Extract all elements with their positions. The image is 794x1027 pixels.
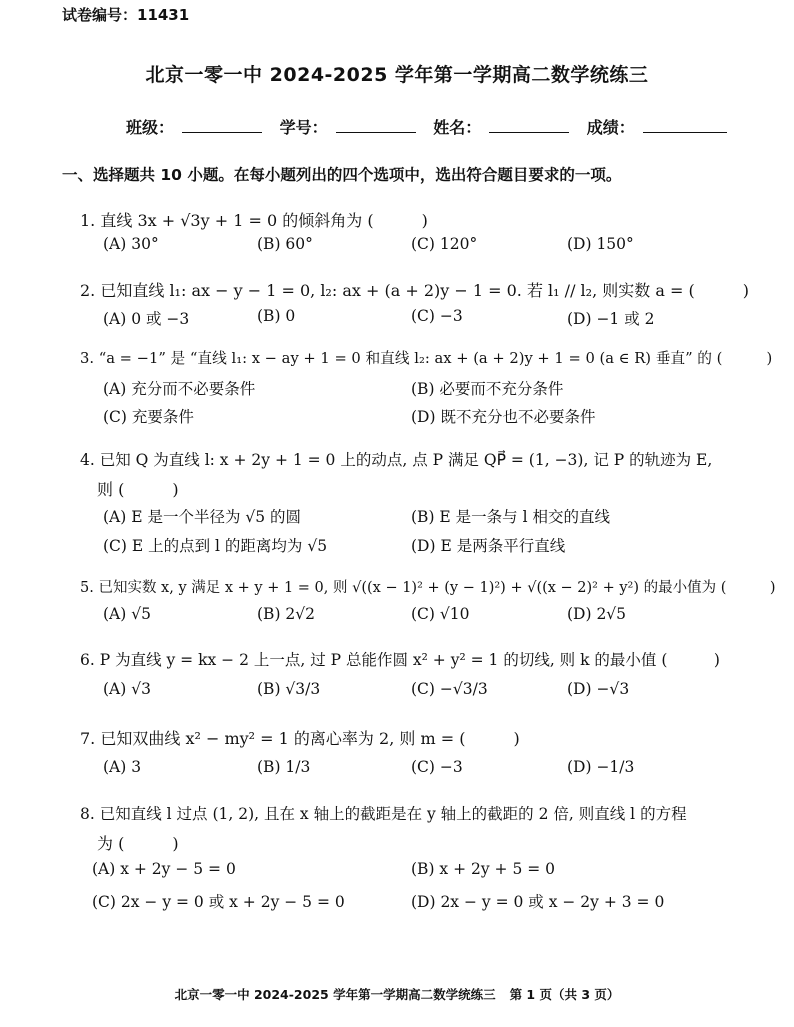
question-3-stem: 3. “a = −1” 是 “直线 l₁: x − ay + 1 = 0 和直线 l₂: ax + (a + 2)y + 1 = 0 (a ∈ R) 垂直” 的 ( ): [80, 350, 773, 367]
question-2-option-c[interactable]: (C) −3: [411, 307, 463, 325]
question-3-option-d[interactable]: (D) 既不充分也不必要条件: [411, 408, 596, 426]
question-5-stem: 5. 已知实数 x, y 满足 x + y + 1 = 0, 则 √((x − 1)² + (y − 1)²) + √((x − 2)² + y²) 的最小值为 ( ): [80, 580, 776, 596]
footer-title: 北京一零一中 2024-2025 学年第一学期高二数学统练三: [174, 987, 496, 1002]
question-1-option-c[interactable]: (C) 120°: [411, 235, 478, 253]
question-6-option-a[interactable]: (A) √3: [103, 680, 151, 698]
question-4-option-c[interactable]: (C) E 上的点到 l 的距离均为 √5: [103, 537, 328, 555]
question-4-stem: 4. 已知 Q 为直线 l: x + 2y + 1 = 0 上的动点, 点 P 满足 QP⃗ = (1, −3), 记 P 的轨迹为 E,: [80, 451, 713, 469]
question-5-option-d[interactable]: (D) 2√5: [567, 605, 627, 623]
name-blank[interactable]: [489, 131, 569, 133]
question-8-stem: 8. 已知直线 l 过点 (1, 2), 且在 x 轴上的截距是在 y 轴上的截距的 2 倍, 则直线 l 的方程: [80, 805, 687, 823]
score-label: 成绩：: [586, 118, 635, 137]
student-id-label: 学号：: [279, 118, 328, 137]
student-info-fields: [126, 115, 727, 138]
question-8-option-d[interactable]: (D) 2x − y = 0 或 x − 2y + 3 = 0: [411, 893, 665, 911]
question-2-option-d[interactable]: (D) −1 或 2: [567, 310, 655, 328]
question-8-option-b[interactable]: (B) x + 2y + 5 = 0: [411, 860, 556, 878]
question-7-option-b[interactable]: (B) 1/3: [257, 758, 311, 776]
question-6-option-b[interactable]: (B) √3/3: [257, 680, 321, 698]
paper-code: 试卷编号：11431: [62, 6, 190, 24]
question-6-option-d[interactable]: (D) −√3: [567, 680, 630, 698]
question-8-stem-cont: 为 ( ): [97, 834, 179, 853]
section-heading: 一、选择题共 10 小题。在每小题列出的四个选项中，选出符合题目要求的一项。: [62, 166, 622, 184]
question-5-option-c[interactable]: (C) √10: [411, 605, 470, 623]
question-2-option-a[interactable]: (A) 0 或 −3: [103, 310, 190, 328]
question-8-option-a[interactable]: (A) x + 2y − 5 = 0: [92, 860, 236, 878]
page-footer: [0, 985, 794, 1003]
question-1-option-a[interactable]: (A) 30°: [103, 235, 159, 253]
question-3-option-b[interactable]: (B) 必要而不充分条件: [411, 380, 564, 398]
question-2-stem: 2. 已知直线 l₁: ax − y − 1 = 0, l₂: ax + (a + 2)y − 1 = 0. 若 l₁ // l₂, 则实数 a = ( ): [80, 281, 749, 300]
question-5-option-b[interactable]: (B) 2√2: [257, 605, 316, 623]
question-3-option-a[interactable]: (A) 充分而不必要条件: [103, 380, 256, 398]
question-4-option-a[interactable]: (A) E 是一个半径为 √5 的圆: [103, 508, 302, 526]
question-4-stem-cont: 则 ( ): [97, 480, 179, 499]
question-6-option-c[interactable]: (C) −√3/3: [411, 680, 488, 698]
question-6-stem: 6. P 为直线 y = kx − 2 上一点, 过 P 总能作圆 x² + y² = 1 的切线, 则 k 的最小值 ( ): [80, 651, 720, 669]
question-8-option-c[interactable]: (C) 2x − y = 0 或 x + 2y − 5 = 0: [92, 893, 345, 911]
student-id-blank[interactable]: [336, 131, 416, 133]
footer-page-number: 第 1 页（共 3 页）: [509, 987, 620, 1002]
question-5-option-a[interactable]: (A) √5: [103, 605, 151, 623]
class-label: 班级：: [126, 118, 175, 137]
class-blank[interactable]: [182, 131, 262, 133]
question-1-stem: 1. 直线 3x + √3y + 1 = 0 的倾斜角为 ( ): [80, 211, 428, 230]
name-label: 姓名：: [433, 118, 482, 137]
question-4-option-d[interactable]: (D) E 是两条平行直线: [411, 537, 566, 555]
question-7-option-a[interactable]: (A) 3: [103, 758, 142, 776]
question-7-stem: 7. 已知双曲线 x² − my² = 1 的离心率为 2, 则 m = ( ): [80, 729, 520, 748]
question-7-option-c[interactable]: (C) −3: [411, 758, 463, 776]
question-4-option-b[interactable]: (B) E 是一条与 l 相交的直线: [411, 508, 610, 526]
question-1-option-d[interactable]: (D) 150°: [567, 235, 634, 253]
question-1-option-b[interactable]: (B) 60°: [257, 235, 313, 253]
question-3-option-c[interactable]: (C) 充要条件: [103, 408, 194, 426]
question-7-option-d[interactable]: (D) −1/3: [567, 758, 635, 776]
question-2-option-b[interactable]: (B) 0: [257, 307, 296, 325]
page-title: 北京一零一中 2024-2025 学年第一学期高二数学统练三: [145, 64, 649, 86]
score-blank[interactable]: [643, 131, 727, 133]
